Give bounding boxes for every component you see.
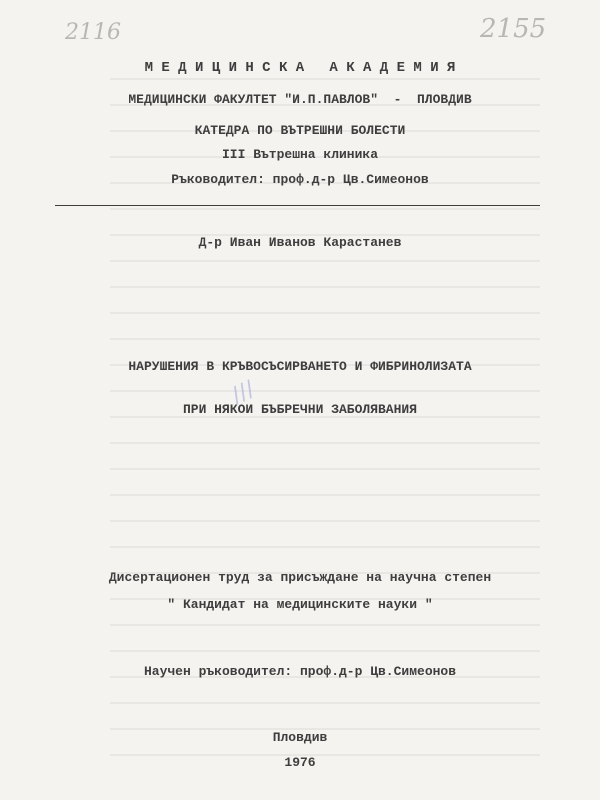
clinic-head: Ръководител: проф.д-р Цв.Симеонов: [171, 172, 429, 187]
clinic-name: III Вътрешна клиника: [221, 147, 379, 162]
faculty-name: МЕДИЦИНСКИ ФАКУЛТЕТ "И.П.ПАВЛОВ" - ПЛОВДИВ: [128, 92, 472, 107]
scientific-supervisor: Научен ръководител: проф.д-р Цв.Симеонов: [143, 664, 457, 679]
handwritten-number-left: 2116: [65, 20, 121, 45]
handwritten-number-right: 2155: [480, 14, 547, 44]
department-name: КАТЕДРА ПО ВЪТРЕШНИ БОЛЕСТИ: [194, 123, 406, 138]
institution-name: М Е Д И Ц И Н С К А А К А Д Е М И Я: [144, 60, 456, 76]
year: 1976: [284, 755, 316, 770]
thesis-title-line2: ПРИ НЯКОИ БЪБРЕЧНИ ЗАБОЛЯВАНИЯ: [182, 402, 418, 417]
author-name: Д-р Иван Иванов Карастанев: [198, 235, 402, 250]
thesis-title-line1: НАРУШЕНИЯ В КРЪВОСЪСИРВАНЕТО И ФИБРИНОЛИЗАТА: [128, 359, 472, 374]
place: Пловдив: [272, 730, 328, 745]
ink-stamp: ///: [227, 376, 259, 409]
dissertation-line1: Дисертационен труд за присъждане на научна степен: [108, 570, 492, 585]
header-divider: [55, 205, 540, 206]
dissertation-line2: " Кандидат на медицинските науки ": [167, 597, 433, 612]
